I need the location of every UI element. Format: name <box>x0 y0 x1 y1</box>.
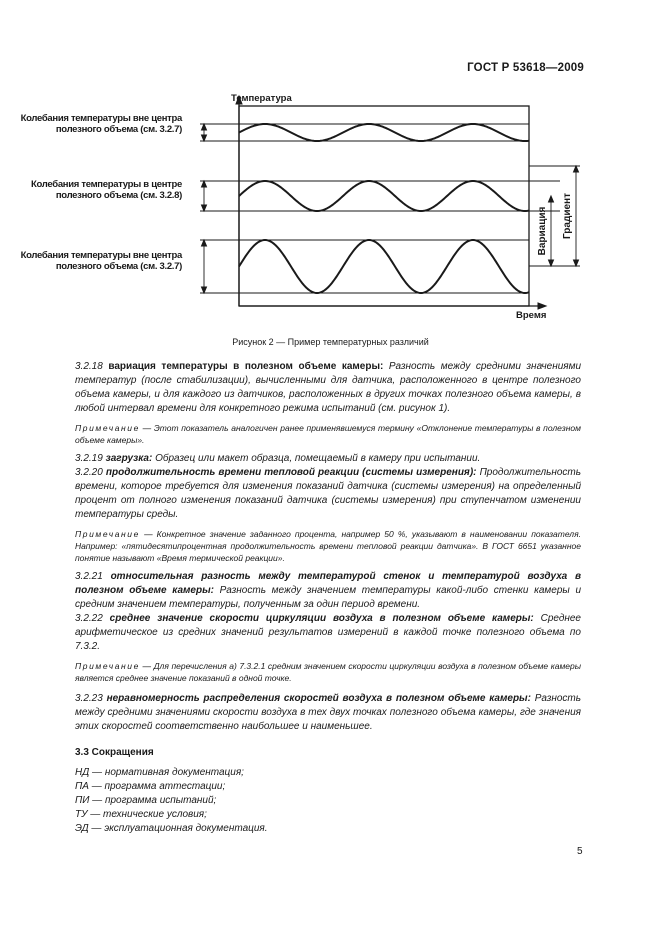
wave-outer-large <box>239 240 529 293</box>
note-label: Примечание <box>75 423 140 433</box>
row3-label: Колебания температуры вне центра полезного объема (см. 3.2.7) <box>20 250 182 272</box>
figure-diagram <box>0 0 661 330</box>
para-number: 3.2.22 <box>75 613 103 624</box>
para-3-2-23 <box>75 692 581 734</box>
term: относительная разность между температурой стенок и температурой воздуха в полезном объеме камеры: <box>75 571 581 596</box>
abbr-item: ЭД — эксплуатационная документация. <box>75 823 268 834</box>
abbr-item: ПИ — программа испытаний; <box>75 795 217 806</box>
term: продолжительность времени тепловой реакции (системы измерения): <box>105 467 477 478</box>
variation-label: Вариация <box>537 206 548 256</box>
gradient-label: Градиент <box>562 193 573 239</box>
row1-label: Колебания температуры вне центра полезного объема (см. 3.2.7) <box>20 113 182 135</box>
term: вариация температуры в полезном объеме камеры: <box>108 361 384 372</box>
para-number: 3.2.18 <box>75 361 103 372</box>
para-3-2-21 <box>75 570 581 612</box>
row2-label: Колебания температуры в центре полезного объема (см. 3.2.8) <box>31 179 182 201</box>
body-text <box>75 360 581 836</box>
abbr-item: ТУ — технические условия; <box>75 809 207 820</box>
definition: Продолжительность времени, которое требуется для изменения показаний датчика (системы измерения) на определенный процент от полного изменения показаний датчика (системы измерения) при ступенчатом изменении температуры среды. <box>75 467 581 520</box>
term: среднее значение скорости циркуляции воздуха в полезном объеме камеры: <box>109 613 534 624</box>
page-number: 5 <box>577 846 583 857</box>
figure-temperature-differences <box>0 0 661 330</box>
figure-caption: Рисунок 2 — Пример температурных различий <box>232 337 429 347</box>
note-3 <box>75 660 581 684</box>
definition: Разность между средними значениями скорости воздуха в тех двух точках полезного объема камеры, где значения этих скоростей соответственно наибольшее и наименьшее. <box>75 693 582 732</box>
x-axis-title: Время <box>516 310 547 321</box>
para-number: 3.2.23 <box>75 693 103 704</box>
wave-center <box>239 181 529 211</box>
note-2 <box>75 528 581 564</box>
note-text: — Конкретное значение заданного процента, например 50 %, указывают в наименовании показателя. Например: «пятидесятипроцентная продолжительность времени тепловой реакции датчика». В ГОСТ 6651 указанное понятие называют «Время термической реакции». <box>75 529 581 563</box>
definition: Разность между значением температуры какой-либо стенки камеры и средним значением температуры, полученным за один период времени. <box>75 585 581 610</box>
standard-designation: ГОСТ Р 53618—2009 <box>467 62 584 74</box>
para-3-2-22 <box>75 612 581 654</box>
note-label: Примечание <box>75 529 140 539</box>
definition: Среднее арифметическое из средних значений результатов измерений в каждой точке полезного объема по 7.3.2. <box>75 613 581 652</box>
section-3-3-title: 3.3 Сокращения <box>75 747 154 758</box>
para-number: 3.2.20 <box>75 467 103 478</box>
abbr-item: НД — нормативная документация; <box>75 767 244 778</box>
definition: Образец или макет образца, помещаемый в камеру при испытании. <box>155 453 481 464</box>
term: неравномерность распределения скоростей воздуха в полезном объеме камеры: <box>106 693 531 704</box>
para-3-2-18 <box>75 360 581 416</box>
note-text: — Этот показатель аналогичен ранее применявшемуся термину «Отклонение температуры в полезном объеме камеры». <box>75 423 581 445</box>
para-3-2-19 <box>75 452 581 466</box>
para-3-2-20 <box>75 466 581 522</box>
wave-outer-small <box>239 124 529 141</box>
para-number: 3.2.21 <box>75 571 103 582</box>
para-number: 3.2.19 <box>75 453 103 464</box>
note-1 <box>75 422 581 446</box>
plot-frame <box>239 106 529 306</box>
x-axis-arrow <box>538 303 546 309</box>
abbr-item: ПА — программа аттестации; <box>75 781 226 792</box>
term: загрузка: <box>105 453 153 464</box>
definition: Разность между средними значениями температур (после стабилизации), вычисленными для датчика, расположенного в центре полезного объема камеры, и для каждого из датчиков, расположенных в других точках полезного объема камеры, в любой интервал времени для конкретного режима испытаний (см. рисунок 1). <box>75 361 582 414</box>
note-text: — Для перечисления а) 7.3.2.1 средним значением скорости циркуляции воздуха в полезном объеме камеры является среднее значение показаний в одной точке. <box>75 661 581 683</box>
note-label: Примечание <box>75 661 140 671</box>
y-axis-title: Температура <box>231 93 292 104</box>
